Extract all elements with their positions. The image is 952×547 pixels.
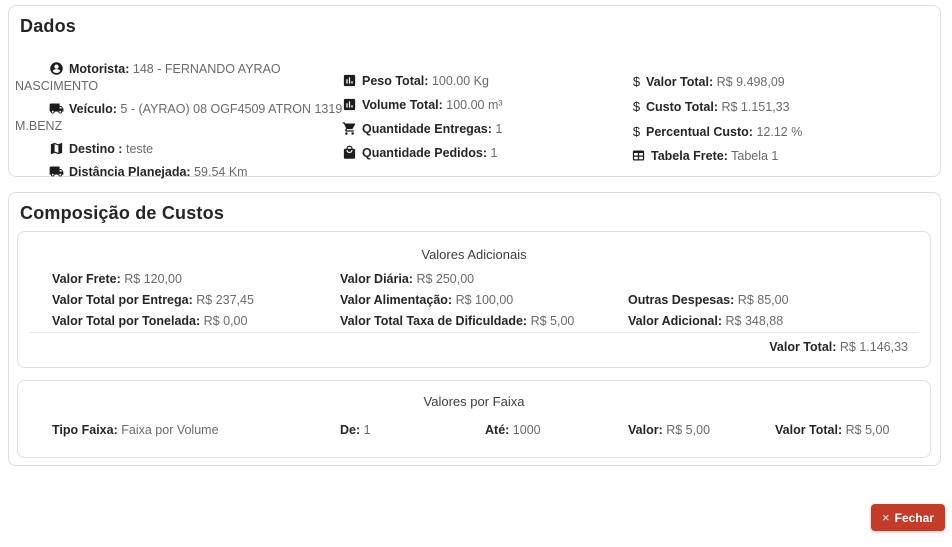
field-value: 59.54 Km [194,165,248,179]
chart-box-icon [342,97,357,112]
cost-label: Valor Alimentação: [340,293,453,307]
composicao-custos-title: Composição de Custos [20,203,225,223]
valores-adicionais-grid [52,272,908,329]
cost-field [340,272,628,287]
cost-value: R$ 237,45 [196,293,254,307]
field-value: 5 - (AYRAO) 08 OGF4509 ATRON 1319 M.BENZ [15,102,343,133]
cost-field-empty [628,272,908,287]
field-motorista [15,61,359,95]
cost-value: R$ 100,00 [455,293,514,307]
faixa-label: Até: [485,423,510,437]
dollar-icon: $ [632,124,641,139]
cost-field [340,314,628,329]
cost-value: R$ 0,00 [203,314,248,328]
faixa-value: R$ 5,00 [666,423,711,437]
bag-icon [342,145,357,160]
cost-field [340,293,628,308]
field-veiculo [15,101,359,135]
field-label: Custo Total: [646,100,718,114]
chart-box-icon [342,73,357,88]
map-icon [49,141,64,156]
field-label: Destino : [69,142,123,156]
faixa-value: R$ 5,00 [845,423,890,437]
faixa-field-tipo [52,423,340,438]
dados-column-right [631,73,931,172]
field-value: 100.00 Kg [431,74,489,88]
cost-label: Valor Adicional: [628,314,723,328]
field-quantidade-entregas [342,121,624,138]
valores-adicionais-header: Valores Adicionais [421,247,527,262]
field-label: Volume Total: [362,98,443,112]
field-volume-total [342,97,624,114]
field-value: R$ 1.151,33 [721,100,790,114]
field-value: 148 - FERNANDO AYRAO NASCIMENTO [15,62,281,93]
cost-field [52,272,340,287]
dados-column-middle [342,73,624,169]
field-value: Tabela 1 [731,149,779,163]
field-value: 1 [490,146,498,160]
faixa-value: 1 [363,423,371,437]
dados-column-left [15,61,359,187]
field-distancia-planejada [15,164,359,181]
field-label: Peso Total: [362,74,429,88]
dados-card [8,5,941,177]
dollar-icon: $ [632,74,641,89]
total-divider [30,332,918,333]
faixa-label: De: [340,423,361,437]
field-label: Motorista: [69,62,130,76]
total-label: Valor Total: [769,340,837,354]
faixa-field-de [340,423,485,438]
total-value: R$ 1.146,33 [839,340,908,354]
field-label: Quantidade Pedidos: [362,146,488,160]
dados-title: Dados [20,16,77,36]
cost-value: R$ 120,00 [124,272,182,286]
cost-label: Valor Total por Entrega: [52,293,193,307]
field-label: Quantidade Entregas: [362,122,492,136]
faixa-field-ate [485,423,628,438]
cost-value: R$ 5,00 [530,314,575,328]
table-icon [631,148,646,163]
field-label: Valor Total: [646,75,714,89]
valores-por-faixa-header: Valores por Faixa [423,394,525,409]
field-custo-total [631,98,931,116]
valores-adicionais-panel [17,231,931,368]
faixa-value: Faixa por Volume [121,423,219,437]
cost-label: Valor Frete: [52,272,121,286]
field-destino [15,141,359,158]
field-value: R$ 9.498,09 [716,75,785,89]
cart-icon [342,121,357,136]
cost-value: R$ 85,00 [737,293,789,307]
faixa-label: Tipo Faixa: [52,423,118,437]
person-icon [49,61,64,76]
faixa-value: 1000 [512,423,541,437]
cost-value: R$ 348,88 [725,314,784,328]
fechar-button[interactable] [871,504,945,531]
field-percentual-custo [631,123,931,141]
field-value: 100.00 m³ [446,98,503,112]
field-quantidade-pedidos [342,145,624,162]
field-value: 1 [495,122,503,136]
field-valor-total [631,73,931,91]
field-label: Veículo: [69,102,117,116]
faixa-label: Valor Total: [775,423,843,437]
close-icon: × [882,510,890,525]
faixa-field-valor-total [775,423,918,438]
cost-label: Outras Despesas: [628,293,735,307]
valores-adicionais-total [769,340,908,355]
cost-label: Valor Total por Tonelada: [52,314,201,328]
faixa-label: Valor: [628,423,663,437]
cost-field [52,293,340,308]
faixa-field-valor [628,423,775,438]
cost-field [628,314,908,329]
fechar-button-label: Fechar [894,510,934,525]
cost-label: Valor Total Taxa de Dificuldade: [340,314,528,328]
cost-field [52,314,340,329]
truck-icon [49,164,64,179]
field-peso-total [342,73,624,90]
valores-por-faixa-panel [17,380,931,458]
truck-icon [49,101,64,116]
field-label: Tabela Frete: [651,149,728,163]
field-value: 12.12 % [756,125,803,139]
field-label: Distância Planejada: [69,165,191,179]
field-label: Percentual Custo: [646,125,753,139]
field-tabela-frete [631,148,931,165]
cost-field [628,293,908,308]
field-value: teste [125,142,154,156]
valores-por-faixa-row [52,423,918,438]
cost-label: Valor Diária: [340,272,413,286]
cost-value: R$ 250,00 [416,272,475,286]
composicao-custos-card [8,192,941,466]
dollar-icon: $ [632,99,641,114]
